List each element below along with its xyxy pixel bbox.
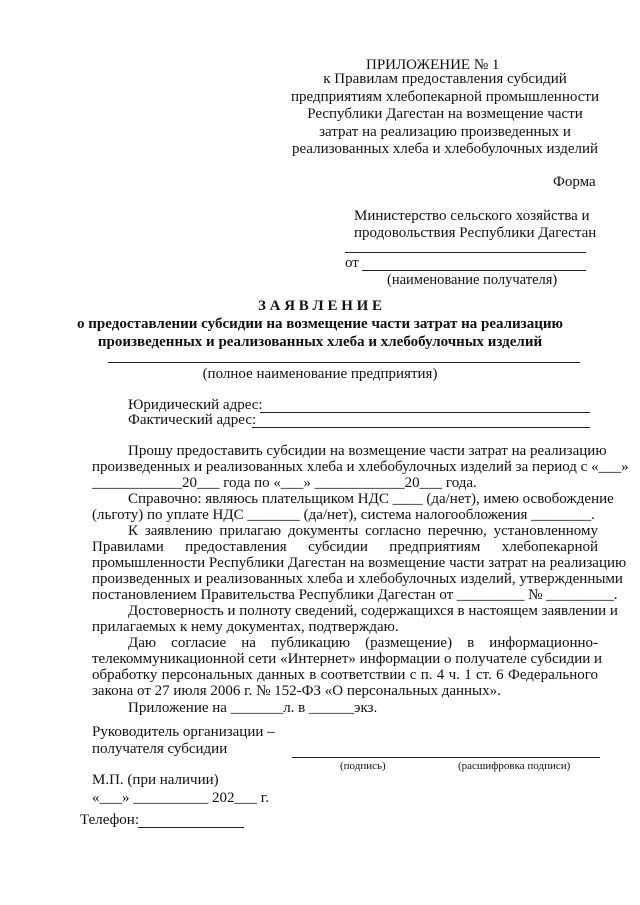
enterprise-caption: (полное наименование предприятия) [202,366,438,382]
body-line: обработку персональных данных в соответствии с п. 4 ч. 1 ст. 6 Федерального [92,667,598,683]
appendix-line: к Правилам предоставления субсидий [323,71,567,87]
addressee-line-1: Министерство сельского хозяйства и [354,208,590,224]
signature-decode-caption: (расшифровка подписи) [458,760,571,772]
addressee-blank-line [345,252,586,253]
document-title: З А Я В Л Е Н И Е [257,298,383,314]
signature-line [292,757,600,758]
body-line: произведенных и реализованных хлеба и хлебобулочных изделий за период с «___» [92,459,629,475]
actual-address-line [252,427,590,428]
recipient-blank-line [362,270,586,271]
attachment-line: Приложение на _______л. в ______экз. [128,700,378,716]
document-subtitle: о предоставлении субсидии на возмещение части затрат на реализацию [77,316,563,332]
date-line: «___» __________ 202___ г. [92,790,269,806]
addressee-line-2: продовольствия Республики Дагестан [354,225,597,241]
body-line: постановлением Правительства Республики Дагестан от _________ № _________. [92,587,618,603]
body-line: телекоммуникационной сети «Интернет» информации о получателе субсидии и [92,651,603,667]
body-line: произведенных и реализованных хлеба и хлебобулочных изделий, утвержденными [92,571,623,587]
body-line: Достоверность и полноту сведений, содержащихся в настоящем заявлении и [128,603,618,619]
body-line: Даю согласие на публикацию (размещение) в информационно- [128,635,598,651]
body-line: К заявлению прилагаю документы согласно перечню, установленному [128,523,598,539]
legal-address-label: Юридический адрес: [128,397,263,413]
recipient-caption: (наименование получателя) [387,272,558,288]
from-label: от [345,255,359,271]
signer-role: получателя субсидии [92,741,228,757]
signature-caption: (подпись) [340,760,386,772]
appendix-line: затрат на реализацию произведенных и [319,124,571,140]
phone-line [138,827,244,828]
body-line: (льготу) по уплате НДС _______ (да/нет), система налогообложения ________. [92,507,595,523]
legal-address-line [260,412,590,413]
body-line: Прошу предоставить субсидии на возмещение части затрат на реализацию [128,443,607,459]
appendix-line: предприятиям хлебопекарной промышленности [291,89,599,105]
body-line: прилагаемых к нему документах, подтверждаю. [92,619,399,635]
body-line: промышленности Республики Дагестан на возмещение части затрат на реализацию [92,555,627,571]
appendix-line: реализованных хлеба и хлебобулочных изделий [291,141,599,157]
phone-label: Телефон: [80,812,139,828]
appendix-line: Республики Дагестан на возмещение части [307,106,583,122]
body-line: Справочно: являюсь плательщиком НДС ____ (да/нет), имею освобождение [128,491,614,507]
actual-address-label: Фактический адрес: [128,412,257,428]
enterprise-blank-line [108,362,580,363]
body-line: Правилами предоставления субсидии предприятиям хлебопекарной [92,539,598,555]
seal-label: М.П. (при наличии) [92,772,219,788]
signer-role: Руководитель организации – [92,724,275,740]
body-line: ____________20___ года по «___» ____________20___ года. [92,475,477,491]
form-label: Форма [553,174,596,190]
document-subtitle: произведенных и реализованных хлеба и хлебобулочных изделий [97,334,543,350]
body-line: закона от 27 июля 2006 г. № 152-ФЗ «О персональных данных». [92,683,501,699]
appendix-title: ПРИЛОЖЕНИЕ № 1 [366,57,500,73]
